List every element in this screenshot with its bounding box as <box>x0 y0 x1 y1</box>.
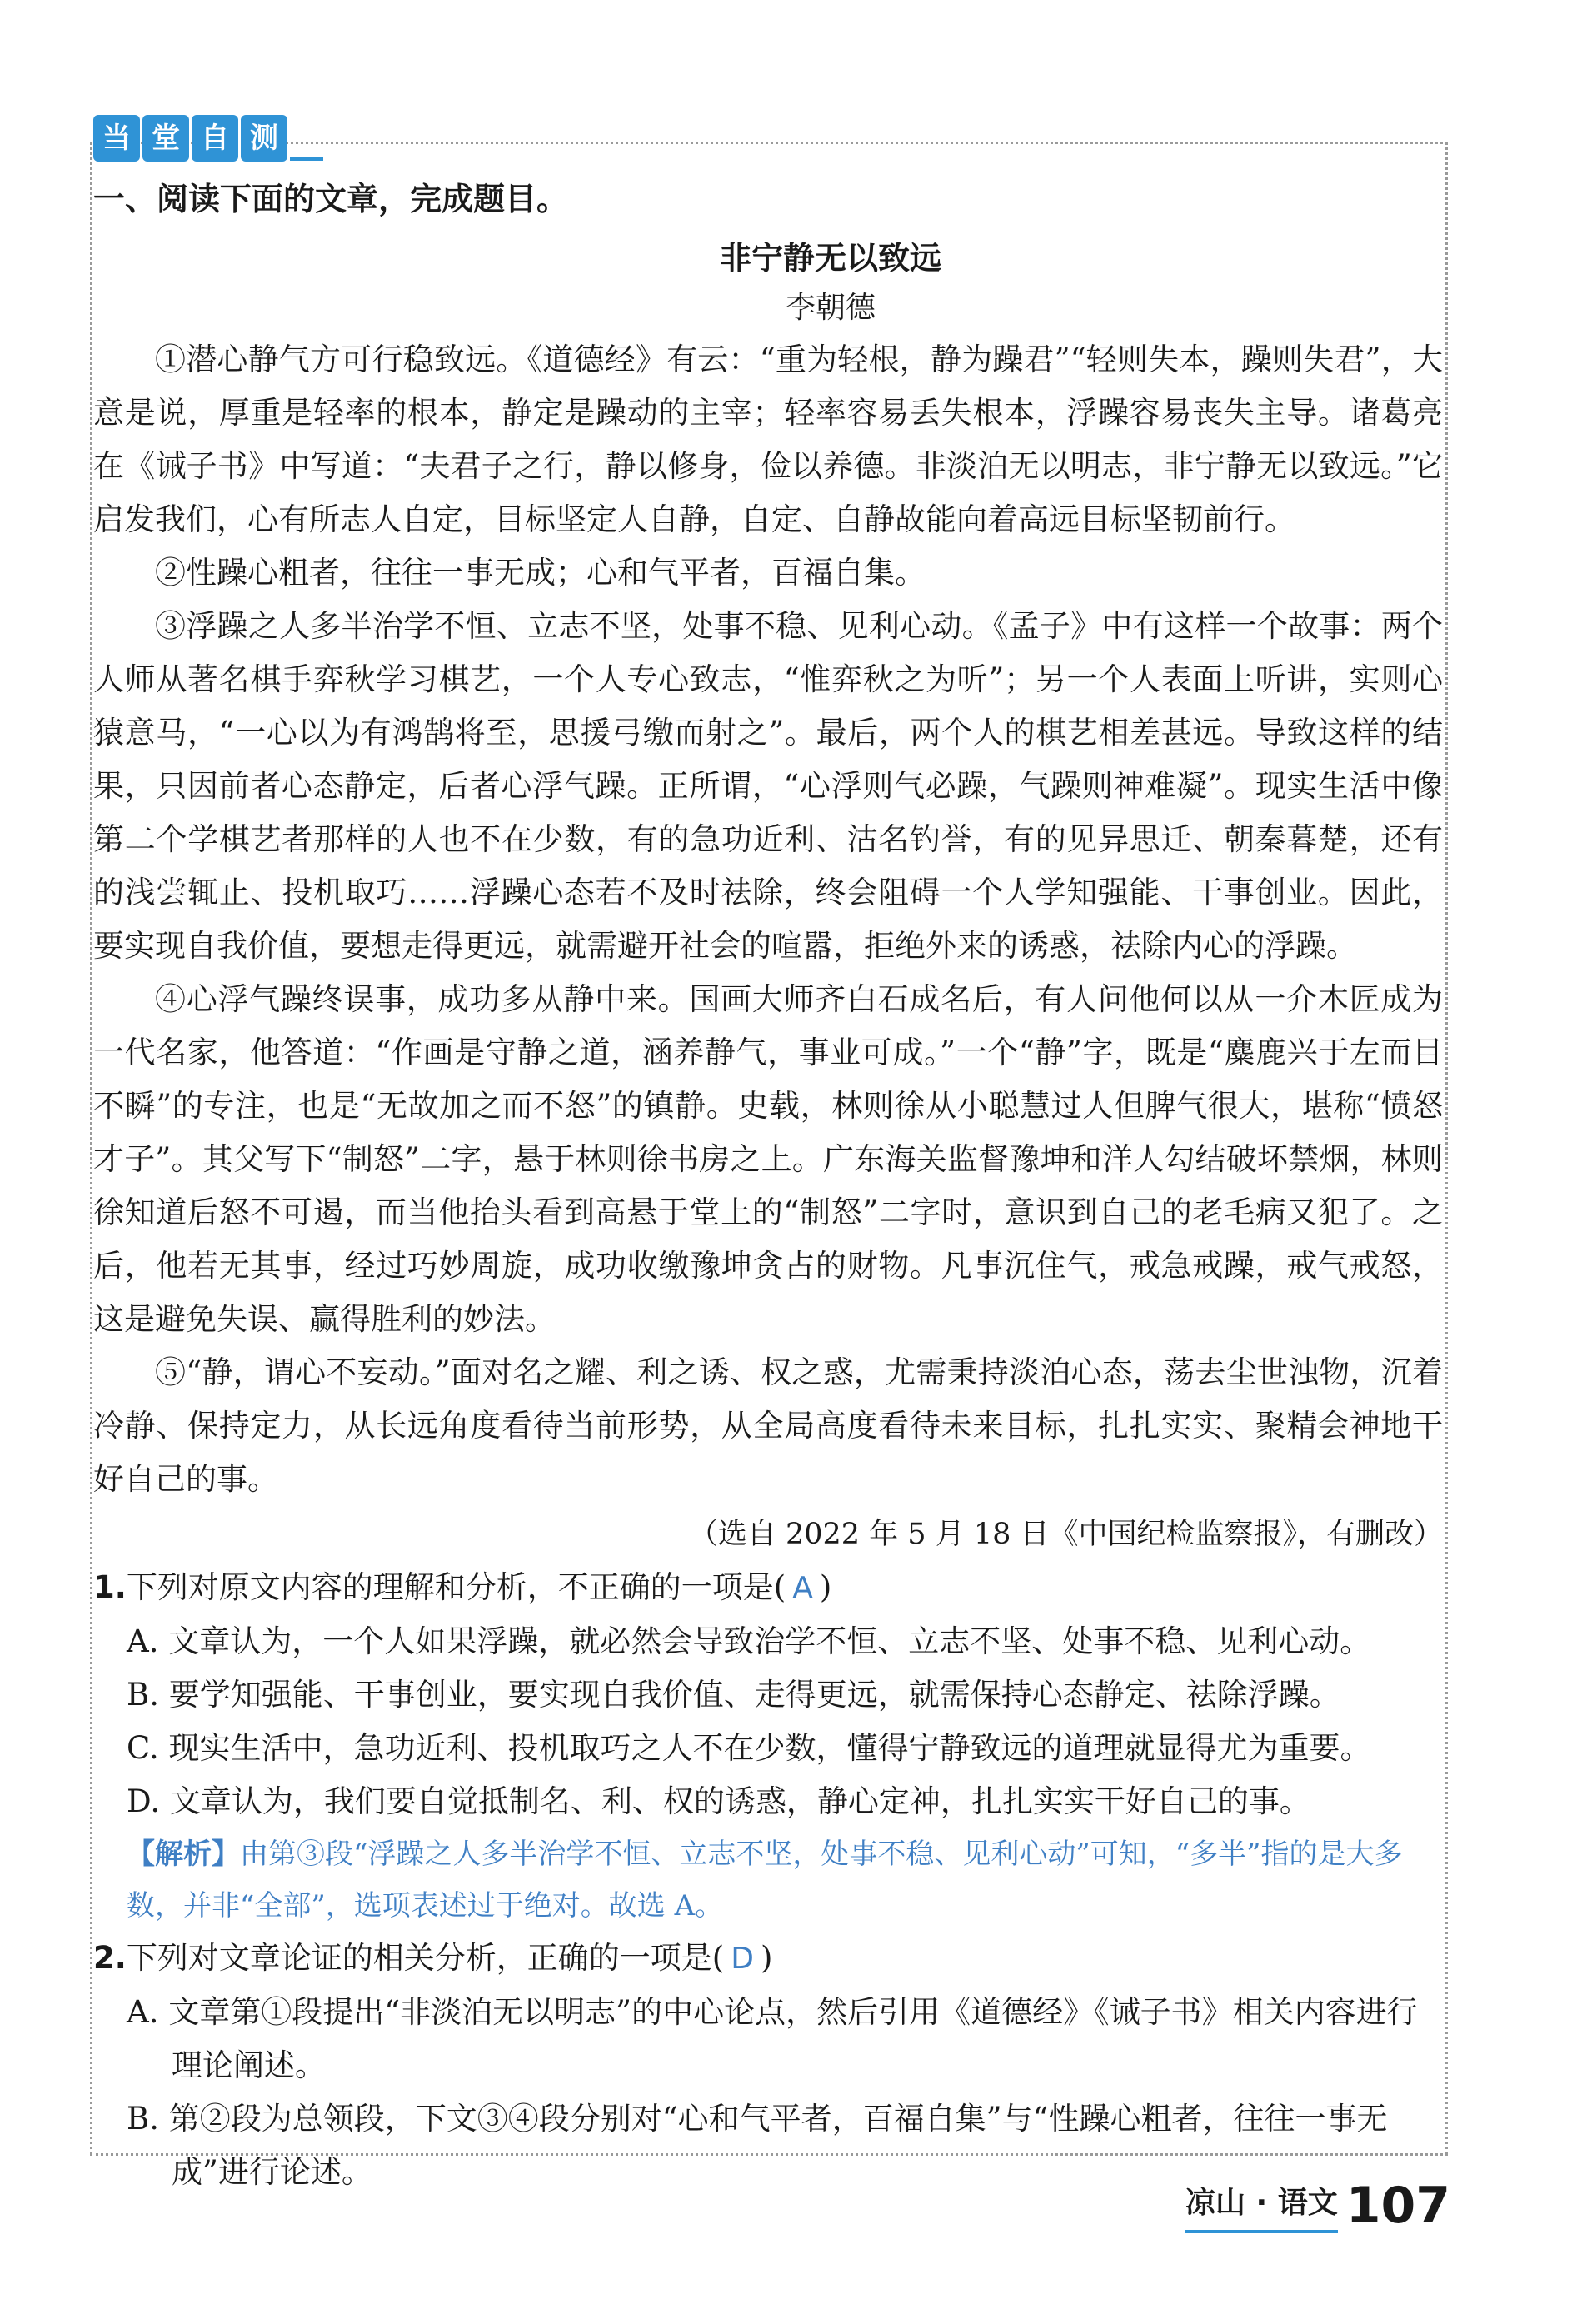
question-stem <box>93 1932 1443 1986</box>
section-tag-char: 自 <box>192 115 238 162</box>
answer-mark: D <box>731 1942 754 1976</box>
article-paragraph: ①潜心静气方可行稳致远。《道德经》有云：“重为轻根，静为躁君”“轻则失本，躁则失君”，大意是说，厚重是轻率的根本，静定是躁动的主宰；轻率容易丢失根本，浮躁容易丧失主导。诸葛亮在《诫子书》中写道：“夫君子之行，静以修身，俭以养德。非淡泊无以明志，非宁静无以致远。”它启发我们，心有所志人自定，目标坚定人自静，自定、自静故能向着高远目标坚韧前行。 <box>93 342 1443 537</box>
article-title: 非宁静无以致远 <box>719 240 941 277</box>
article-author: 李朝德 <box>785 291 876 325</box>
section-tag-char: 堂 <box>142 115 189 162</box>
article-paragraph: ⑤“静，谓心不妄动。”面对名之耀、利之诱、权之惑，尤需秉持淡泊心态，荡去尘世浊物，沉着冷静、保持定力，从长远角度看待当前形势，从全局高度看待未来目标，扎扎实实、聚精会神地干好自己的事。 <box>93 1354 1443 1497</box>
question-text: 下列对原文内容的理解和分析，不正确的一项是( <box>126 1569 786 1605</box>
question-number: 1. <box>93 1569 127 1605</box>
question-paren: ) <box>760 1940 773 1976</box>
section-tag <box>93 115 326 163</box>
question-stem <box>93 1561 1443 1615</box>
question-paren: ) <box>819 1569 832 1605</box>
option-b: B. 第②段为总领段，下文③④段分别对“心和气平者，百福自集”与“性躁心粗者，往往一事无成”进行论述。 <box>127 2101 1388 2190</box>
section-tag-underline <box>290 115 323 161</box>
option-b: B. 要学知强能、干事创业，要实现自我价值、走得更远，就需保持心态静定、祛除浮躁。 <box>127 1677 1340 1713</box>
page-content <box>93 167 1443 2199</box>
article-paragraph: ②性躁心粗者，往往一事无成；心和气平者，百福自集。 <box>155 555 926 591</box>
answer-mark: A <box>792 1571 813 1605</box>
option-a: A. 文章第①段提出“非淡泊无以明志”的中心论点，然后引用《道德经》《诫子书》相关内容进行理论阐述。 <box>127 1994 1418 2083</box>
analysis-label: 【解析】 <box>127 1838 240 1871</box>
article-paragraph: ③浮躁之人多半治学不恒、立志不坚，处事不稳、见利心动。《孟子》中有这样一个故事：两个人师从著名棋手弈秋学习棋艺，一个人专心致志，“惟弈秋之为听”；另一个人表面上听讲，实则心猿意马，“一心以为有鸿鹄将至，思援弓缴而射之”。最后，两个人的棋艺相差甚远。导致这样的结果，只因前者心态静定，后者心浮气躁。正所谓，“心浮则气必躁，气躁则神难凝”。现实生活中像第二个学棋艺者那样的人也不在少数，有的急功近利、沽名钓誉，有的见异思迁、朝秦暮楚，还有的浅尝辄止、投机取巧……浮躁心态若不及时祛除，终会阻碍一个人学知强能、干事创业。因此，要实现自我价值，要想走得更远，就需避开社会的喧嚣，拒绝外来的诱惑，祛除内心的浮躁。 <box>93 608 1443 964</box>
article-paragraph: ④心浮气躁终误事，成功多从静中来。国画大师齐白石成名后，有人问他何以从一介木匠成为一代名家，他答道：“作画是守静之道，涵养静气，事业可成。”一个“静”字，既是“麋鹿兴于左而目不瞬”的专注，也是“无故加之而不怒”的镇静。史载，林则徐从小聪慧过人但脾气很大，堪称“愤怒才子”。其父写下“制怒”二字，悬于林则徐书房之上。广东海关监督豫坤和洋人勾结破坏禁烟，林则徐知道后怒不可遏，而当他抬头看到高悬于堂上的“制怒”二字时，意识到自己的老毛病又犯了。之后，他若无其事，经过巧妙周旋，成功收缴豫坤贪占的财物。凡事沉住气，戒急戒躁，戒气戒怒，这是避免失误、赢得胜利的妙法。 <box>93 981 1443 1337</box>
analysis-text: 由第③段“浮躁之人多半治学不恒、立志不坚，处事不稳、见利心动”可知，“多半”指的是大多数，并非“全部”，选项表述过于绝对。故选 A。 <box>127 1838 1403 1923</box>
section-tag-char: 测 <box>241 115 287 162</box>
question-number: 2. <box>93 1940 127 1976</box>
question-text: 下列对文章论证的相关分析，正确的一项是( <box>126 1940 725 1976</box>
page-number: 107 <box>1345 2177 1450 2235</box>
analysis <box>93 1828 1443 1932</box>
option-a: A. 文章认为，一个人如果浮躁，就必然会导致治学不恒、立志不坚、处事不稳、见利心动。 <box>127 1623 1371 1659</box>
article-source: （选自 2022 年 5 月 18 日《中国纪检监察报》，有删改） <box>688 1518 1443 1551</box>
part-title: 一、阅读下面的文章，完成题目。 <box>93 181 569 217</box>
page-footer <box>1185 2178 1450 2233</box>
course-label: 凉山 · 语文 <box>1185 2178 1338 2233</box>
section-tag-char: 当 <box>93 115 140 162</box>
option-c: C. 现实生活中，急功近利、投机取巧之人不在少数，懂得宁静致远的道理就显得尤为重要。 <box>127 1730 1371 1766</box>
option-d: D. 文章认为，我们要自觉抵制名、利、权的诱惑，静心定神，扎扎实实干好自己的事。 <box>127 1783 1310 1819</box>
